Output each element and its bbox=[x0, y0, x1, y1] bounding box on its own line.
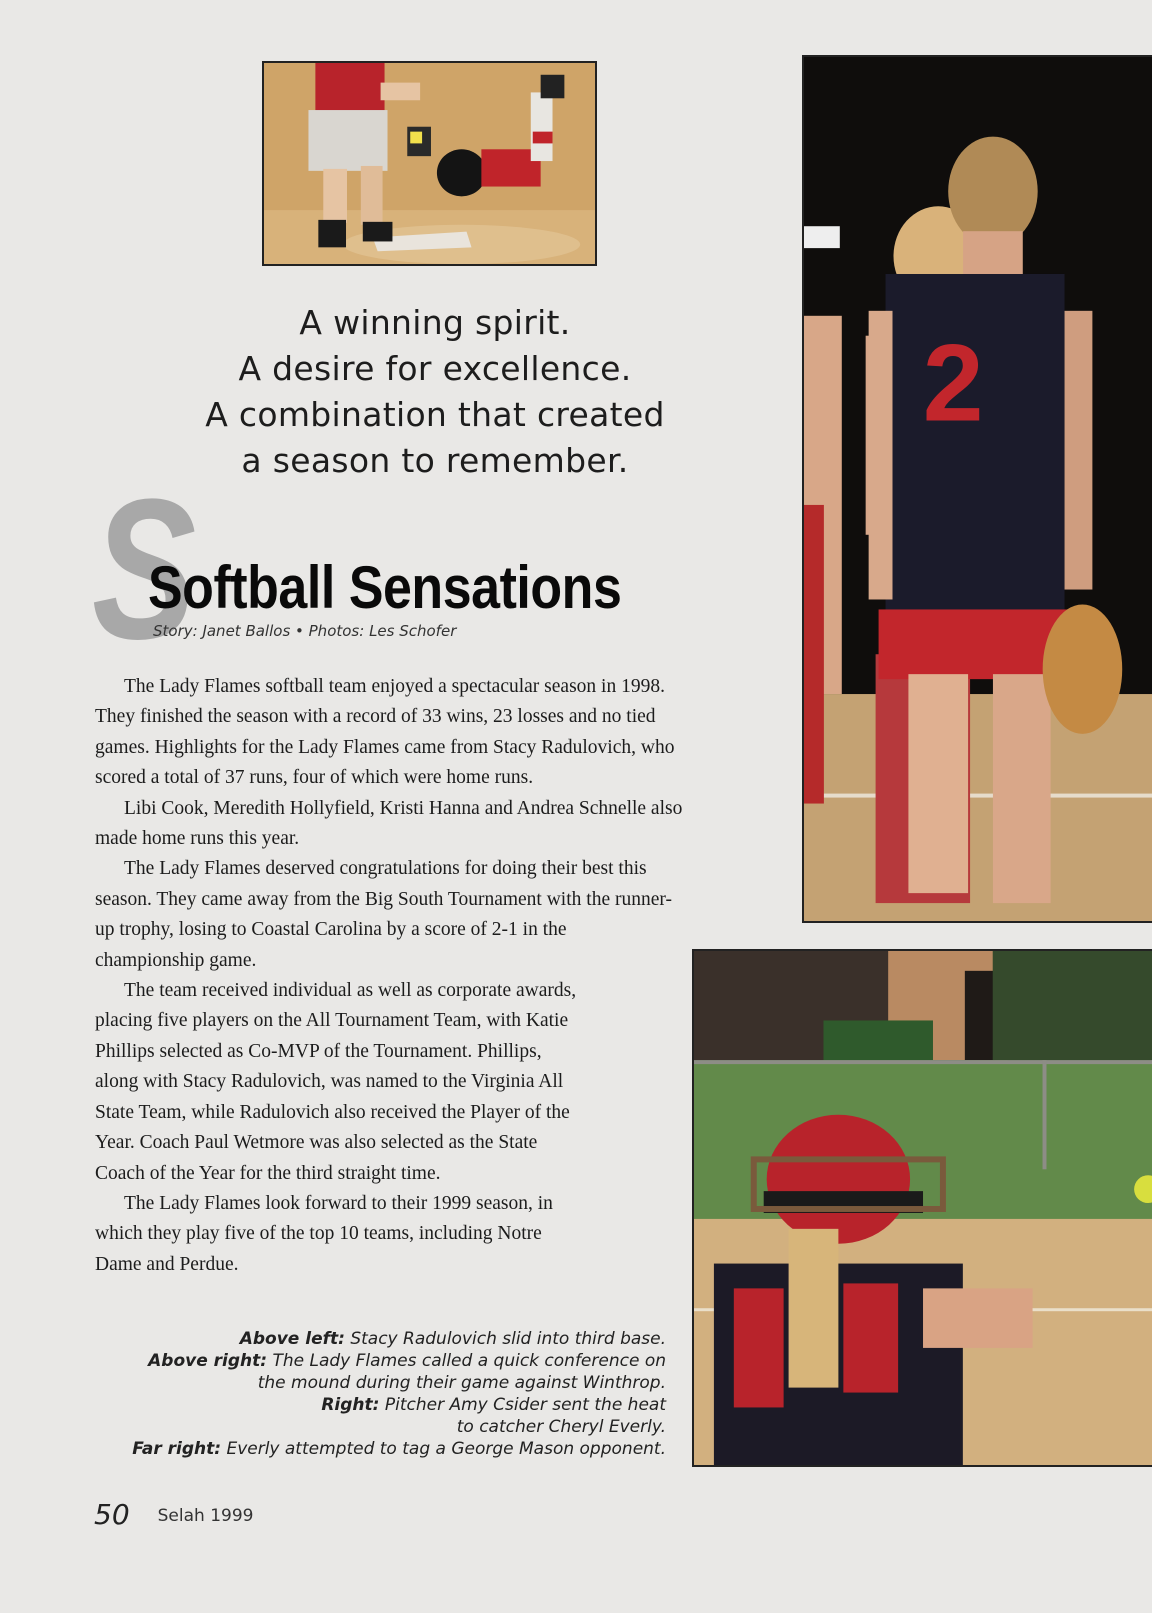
story-line: Libi Cook, Meredith Hollyfield, Kristi Hanna and Andrea Schnelle also bbox=[124, 797, 683, 819]
story-line: made home runs this year. bbox=[95, 828, 300, 850]
tagline-line: A winning spirit. bbox=[299, 303, 571, 342]
story-line: placing five players on the All Tournament Team, with Katie bbox=[95, 1010, 569, 1032]
article-headline: Softball Sensations bbox=[148, 554, 622, 621]
caption-label: Above left: bbox=[239, 1329, 345, 1349]
article-body bbox=[95, 672, 682, 1280]
caption-above-right-cont: the mound during their game against Winthrop. bbox=[257, 1373, 666, 1393]
caption-text: The Lady Flames called a quick conference on bbox=[267, 1351, 666, 1371]
story-line: The Lady Flames look forward to their 1999 season, in bbox=[124, 1192, 553, 1214]
story-line: They finished the season with a record of 33 wins, 23 losses and no tied bbox=[95, 706, 656, 728]
tagline bbox=[150, 300, 720, 484]
story-line: games. Highlights for the Lady Flames came from Stacy Radulovich, who bbox=[95, 736, 675, 758]
jersey-number: 2 bbox=[922, 322, 984, 445]
photo-slide-into-base bbox=[262, 61, 597, 266]
story-line: The Lady Flames softball team enjoyed a spectacular season in 1998. bbox=[124, 676, 665, 697]
decorative-dropcap: S bbox=[92, 458, 197, 681]
story-line: The team received individual as well as corporate awards, bbox=[124, 980, 577, 1002]
publication-name: Selah 1999 bbox=[157, 1506, 254, 1526]
caption-right-cont: to catcher Cheryl Everly. bbox=[456, 1417, 666, 1437]
photo-captions bbox=[66, 1328, 666, 1460]
caption-above-right bbox=[66, 1350, 666, 1372]
caption-above-left bbox=[66, 1328, 666, 1350]
caption-text: Pitcher Amy Csider sent the heat bbox=[379, 1395, 666, 1415]
story-line: scored a total of 37 runs, four of which were home runs. bbox=[95, 767, 534, 789]
caption-far-right bbox=[66, 1438, 666, 1460]
tagline-line: a season to remember. bbox=[241, 441, 629, 480]
caption-right bbox=[66, 1394, 666, 1416]
caption-text: Everly attempted to tag a George Mason opponent. bbox=[221, 1439, 666, 1459]
story-line: along with Stacy Radulovich, was named to the Virginia All bbox=[95, 1071, 564, 1093]
byline: Story: Janet Ballos • Photos: Les Schofer bbox=[153, 622, 457, 640]
caption-label: Right: bbox=[321, 1395, 380, 1415]
story-line: up trophy, losing to Coastal Carolina by a score of 2-1 in the bbox=[95, 919, 567, 941]
story-line: Dame and Perdue. bbox=[95, 1253, 239, 1275]
page-number: 50 bbox=[94, 1498, 130, 1531]
story-line: State Team, while Radulovich also received the Player of the bbox=[95, 1101, 570, 1123]
tagline-line: A combination that created bbox=[205, 395, 665, 434]
photo-catcher bbox=[692, 949, 1152, 1467]
story-line: Phillips selected as Co-MVP of the Tournament. Phillips, bbox=[95, 1040, 542, 1062]
caption-label: Far right: bbox=[132, 1439, 222, 1459]
story-line: season. They came away from the Big South Tournament with the runner- bbox=[95, 888, 672, 910]
page-footer bbox=[94, 1498, 253, 1531]
story-line: Coach of the Year for the third straight time. bbox=[95, 1162, 441, 1184]
caption-label: Above right: bbox=[148, 1351, 268, 1371]
story-line: Year. Coach Paul Wetmore was also selected as the State bbox=[95, 1132, 538, 1154]
photo-mound-conference bbox=[802, 55, 1152, 923]
story-line: championship game. bbox=[95, 949, 257, 971]
tagline-line: A desire for excellence. bbox=[238, 349, 632, 388]
story-line: The Lady Flames deserved congratulations for doing their best this bbox=[124, 858, 647, 880]
caption-text: Stacy Radulovich slid into third base. bbox=[344, 1329, 666, 1349]
story-line: which they play five of the top 10 teams, including Notre bbox=[95, 1223, 542, 1245]
